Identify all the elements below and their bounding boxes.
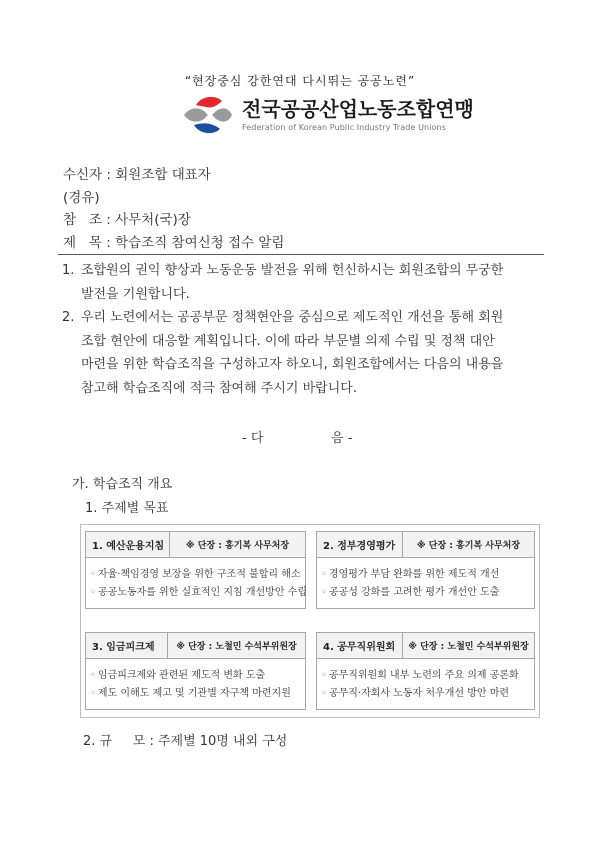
paragraph-1 [62,259,546,306]
card-lead: ※ 단장 : 홍기복 사무처장 [185,541,290,551]
paragraph-line: 조합원의 권익 향상과 노동운동 발전을 위해 헌신하시는 회원조합의 무궁한 [81,263,504,278]
card-item: 공공노동자를 위한 실효적인 지침 개선방안 수립 [97,587,307,598]
org-logo [182,92,474,138]
card-item: 공공성 강화를 고려한 평가 개선안 도출 [328,587,500,598]
paragraph-line: 우리 노련에서는 공공부문 정책현안을 중심으로 제도적인 개선을 통해 회원 [81,310,504,325]
card-lead: ※ 단장 : 홍기복 사무처장 [416,541,521,551]
notice-heading-right: 음 - [331,431,353,446]
card-item: 제도 이해도 제고 및 기관별 자구책 마련지원 [97,688,291,699]
topic-card-2 [316,531,535,609]
topic-card-1 [85,531,306,609]
bullet-icon: ◦ [321,587,327,598]
bullet-icon: ◦ [90,670,96,681]
card-item: 경영평가 부담 완화를 위한 제도적 개선 [328,569,500,580]
card-item: 임금피크제와 관련된 제도적 변화 도출 [97,670,266,681]
card-lead: ※ 단장 : 노철민 수석부위원장 [408,642,529,652]
bullet-icon: ◦ [321,688,327,699]
via-line: (경유) [63,189,100,206]
topic-card-3 [85,632,306,710]
bullet-icon: ◦ [90,688,96,699]
paragraph-number: 2. [62,310,75,325]
card-item: 공무직위원회 내부 노련의 주요 의제 공론화 [328,670,519,681]
bullet-icon: ◦ [321,670,327,681]
federation-logo-icon [182,93,234,137]
paragraph-line: 발전을 기원합니다. [81,286,190,302]
document-header [63,164,543,254]
org-name-korean: 전국공공산업노동조합연맹 [242,97,474,121]
paragraph-2 [62,306,546,400]
slogan: “현장중심 강한연대 다시뛰는 공공노련” [184,74,416,88]
header-divider [58,254,544,255]
subsection-2-heading: 2. 규 모 : 주제별 10명 내외 구성 [83,734,288,749]
bullet-icon: ◦ [321,569,327,580]
paragraph-line: 조합 현안에 대응할 계획입니다. 이에 따라 부문별 의제 수립 및 정책 대안 [81,333,495,349]
card-item: 자율·책임경영 보장을 위한 구조적 불합리 해소 [97,569,301,580]
paragraph-number: 1. [62,263,75,278]
subject-line: 제 목 : 학습조직 참여신청 접수 알림 [63,234,285,251]
paragraph-line: 참고해 학습조직에 적극 참여해 주시기 바랍니다. [81,380,357,396]
paragraph-line: 마련을 위한 학습조직을 구성하고자 하오니, 회원조합에서는 다음의 내용을 [81,357,504,372]
reference-line: 참 조 : 사무처(국)장 [63,212,191,228]
bullet-icon: ◦ [90,569,96,580]
bullet-icon: ◦ [90,587,96,598]
subsection-1-heading: 1. 주제별 목표 [85,501,169,516]
card-lead: ※ 단장 : 노철민 수석부위원장 [176,642,297,652]
card-title: 2. 정부경영평가 [317,532,403,557]
topic-card-4 [316,632,535,710]
card-title: 1. 예산운용지침 [86,532,170,557]
recipient-line: 수신자 : 회원조합 대표자 [63,167,211,183]
notice-heading-left: - 다 [242,431,264,446]
org-name-english: Federation of Korean Public Industry Trade Unions [242,123,446,132]
card-title: 3. 임금피크제 [86,633,168,658]
card-item: 공무직·자회사 노동자 처우개선 방안 마련 [328,688,510,699]
section-ga-heading: 가. 학습조직 개요 [72,477,173,492]
card-title: 4. 공무직위원회 [317,633,403,658]
